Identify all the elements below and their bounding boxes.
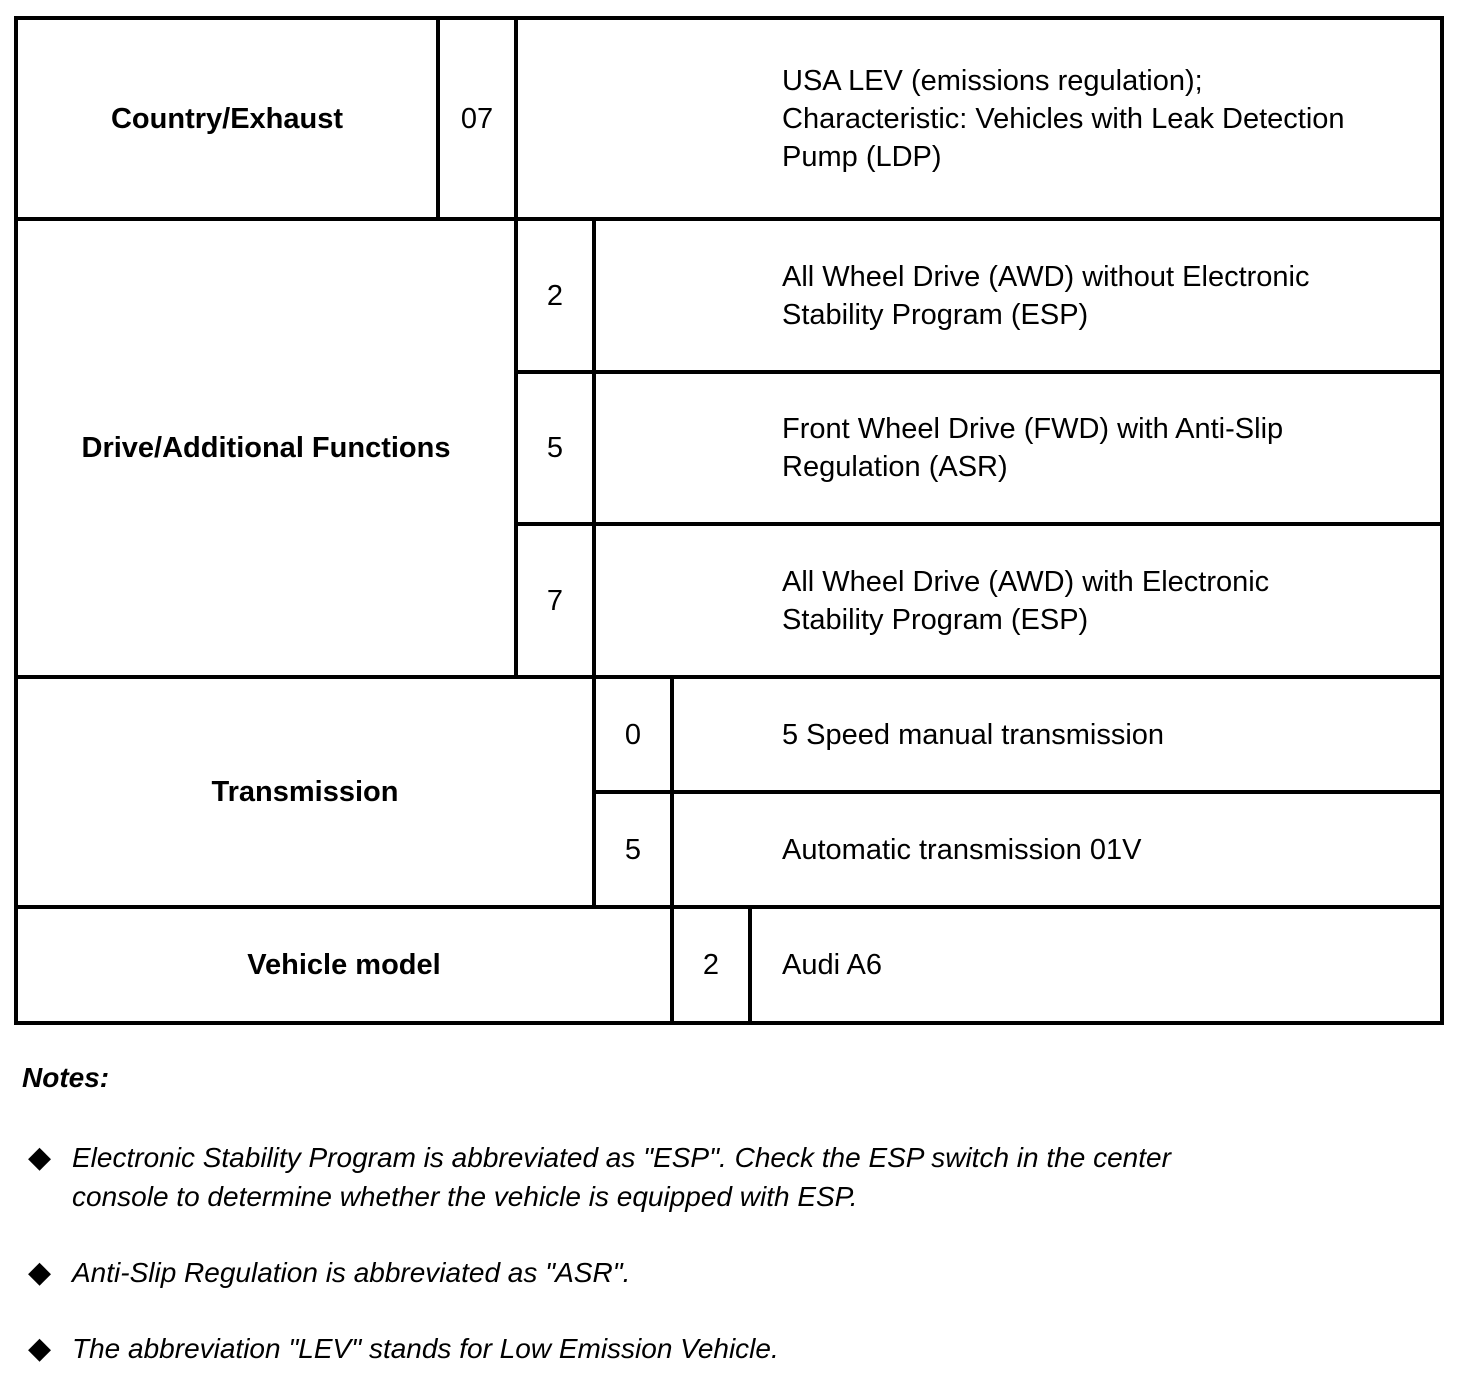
drive-functions-label: Drive/Additional Functions	[81, 432, 451, 464]
country-exhaust-label: Country/Exhaust	[110, 102, 344, 135]
note-text: The abbreviation "LEV" stands for Low Emission Vehicle.	[72, 1333, 779, 1364]
country-exhaust-description: USA LEV (emissions regulation); Characteristic: Vehicles with Leak Detection Pump (LDP)	[782, 64, 1345, 173]
country-exhaust-code: 07	[460, 102, 494, 135]
notes-heading: Notes:	[22, 1062, 110, 1093]
transmission-option-code: 5	[624, 833, 642, 866]
drive-option-description: All Wheel Drive (AWD) without Electronic Stability Program (ESP)	[782, 260, 1310, 331]
drive-option-description: All Wheel Drive (AWD) with Electronic Stability Program (ESP)	[782, 565, 1270, 636]
drive-option-code: 2	[546, 279, 564, 312]
drive-option-code: 5	[546, 432, 564, 464]
table-border-bottom	[14, 1021, 1444, 1025]
note-item	[28, 1329, 779, 1368]
drive-option-description: Front Wheel Drive (FWD) with Anti-Slip Regulation (ASR)	[782, 413, 1284, 483]
transmission-option-description: 5 Speed manual transmission	[782, 718, 1165, 751]
transmission-option-code: 0	[624, 718, 642, 751]
transmission-option-description: Automatic transmission 01V	[782, 833, 1142, 866]
vehicle-model-description: Audi A6	[782, 949, 882, 981]
vehicle-code-table	[14, 16, 1444, 1025]
note-text: Electronic Stability Program is abbreviated as "ESP". Check the ESP switch in the center console to determine whether the vehicle is equipped with ESP.	[72, 1142, 1171, 1212]
transmission-label: Transmission	[211, 776, 399, 808]
diamond-bullet-icon: ◆	[28, 1332, 52, 1365]
note-item	[28, 1253, 630, 1292]
note-text: Anti-Slip Regulation is abbreviated as "ASR".	[72, 1257, 631, 1288]
table-border-right	[1440, 16, 1444, 1025]
diamond-bullet-icon: ◆	[28, 1256, 52, 1289]
column-divider	[748, 907, 752, 1025]
vehicle-model-code: 2	[702, 949, 720, 981]
diamond-bullet-icon: ◆	[28, 1141, 52, 1174]
note-item	[28, 1138, 1171, 1216]
drive-option-code: 7	[546, 584, 564, 617]
vehicle-model-label: Vehicle model	[247, 949, 441, 981]
